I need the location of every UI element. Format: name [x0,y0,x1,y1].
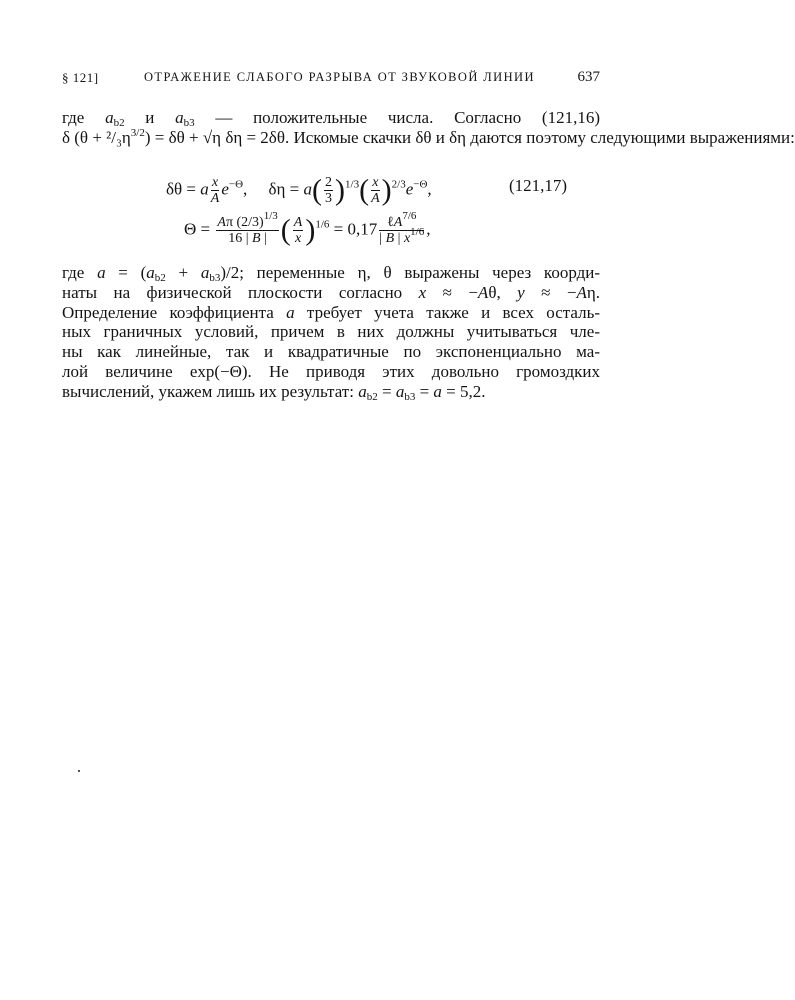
paragraph-intro [62,108,795,148]
running-header [62,70,600,90]
text-line: ны как линейные, так и квадратичные по экспоненциально ма- [62,342,600,362]
text-line: где $a_{b2}$ и $a_{b3}$ — положительные числа. Согласно (121,16) [62,108,600,129]
running-title: ОТРАЖЕНИЕ СЛАБОГО РАЗРЫВА ОТ ЗВУКОВОЙ ЛИНИИ [144,70,535,84]
paragraph-result [62,263,600,402]
text-line: вычислений, укажем лишь их результат: $a_{b2} = a_{b3} = a = 5,2$. [62,381,486,403]
text-line: δ $(\theta + ^2/_3\eta^{3/2}) = \delta\theta + √\eta$ δη = 2δθ. Искомые скачки δθ и δη даются поэтому следующими выражениями: [62,126,795,147]
text-line: ных граничных условий, причем в них должны учитываться чле- [62,322,600,342]
print-speck [78,770,80,772]
text-line: где $a = (a_{b2} + a_{b3})/2$; переменные η, θ выражены через коорди- [62,263,601,284]
text-line: Определение коэффициента a требует учета также и всех осталь- [62,302,600,322]
page-number: 637 [577,69,600,85]
equation-theta: Θ = $\frac{A\pi (2/3)^{1/3}}{16 | B |}$ ( $\frac{A}{x}$ )$^{1/6}$ = 0,17 $\frac{\ell A^{7/6}}{| B | x^{1/6}}$ , [184,210,431,247]
text-line: лой величине exp(−Θ). Не приводя этих довольно громоздких [62,361,600,381]
equation-jumps: δθ = a $\frac{x}{A}$ $e^{-\Theta}$, δη = a( $\frac{2}{3}$ )$^{1/3}$( $\frac{x}{A}$ )$^{2/3}e^{-\Theta}$, [166,173,432,207]
section-reference: § 121] [62,70,99,85]
equation-number: (121,17) [509,176,568,195]
text-line: наты на физической плоскости согласно x ≈ −Aθ, y ≈ −Aη. [62,282,600,302]
